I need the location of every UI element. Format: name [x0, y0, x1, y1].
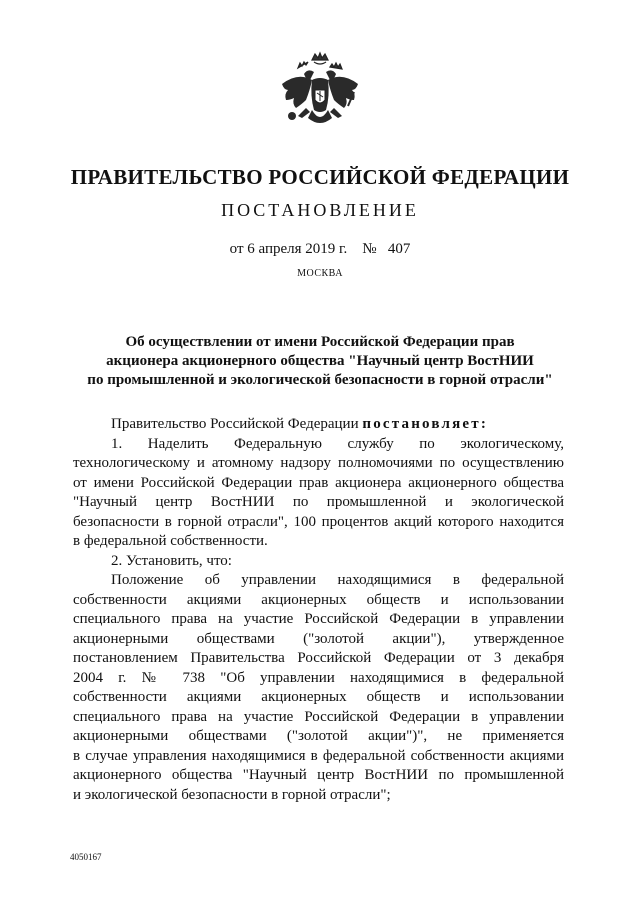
body-line: акционерными обществами ("золотой акции"), утвержденное: [73, 630, 564, 647]
intro-text: Правительство Российской Федерации: [111, 416, 359, 432]
body-line: 1. Наделить Федеральную службу по экологическому,: [111, 435, 564, 452]
body-line: 2. Установить, что:: [111, 552, 232, 569]
body-line: специального права на участие Российской Федерации в управлении: [73, 611, 564, 627]
body-line: Положение об управлении находящимися в федеральной: [111, 572, 564, 588]
document-number: 407: [387, 241, 411, 257]
document-heading: [60, 333, 580, 390]
coat-of-arms-emblem: [268, 50, 372, 146]
body-line: безопасности в горной отрасли", 100 процентов акций которого находится: [73, 513, 564, 530]
body-line: 2004 г. № 738 "Об управлении находящимися в федеральной: [73, 669, 564, 686]
body-line: собственности акциями акционерных обществ и использовании: [73, 689, 564, 705]
body-line: в случае управления находящимися в федеральной собственности акциями: [73, 747, 564, 764]
number-sign: №: [362, 241, 377, 257]
body-line: от имени Российской Федерации прав акционера акционерного общества: [73, 474, 564, 491]
body-line: акционерными обществами ("золотой акции")", не применяется: [73, 728, 564, 744]
heading-line: Об осуществлении от имени Российской Федерации прав: [125, 334, 515, 350]
heading-line: по промышленной и экологической безопасности в горной отрасли": [87, 372, 553, 388]
body-line: в федеральной собственности.: [73, 533, 268, 549]
body-line: собственности акциями акционерных обществ и использовании: [73, 591, 564, 608]
city-name: МОСКВА: [297, 268, 343, 279]
body-line: технологическому и атомному надзору полномочиями по осуществлению: [73, 455, 564, 471]
document-body: [73, 415, 564, 805]
body-line: акционерного общества "Научный центр ВостНИИ по промышленной: [73, 767, 564, 783]
body-line: и экологической безопасности в горной отрасли";: [73, 786, 391, 803]
body-line: специального права на участие Российской Федерации в управлении: [73, 708, 564, 725]
date-number-line: [0, 241, 640, 258]
body-line: "Научный центр ВостНИИ по промышленной и экологической: [73, 494, 564, 510]
intro-paragraph: [73, 415, 564, 435]
government-title: ПРАВИТЕЛЬСТВО РОССИЙСКОЙ ФЕДЕРАЦИИ: [70, 165, 570, 189]
footer-code: 4050167: [70, 852, 102, 862]
resolves-word: постановляет:: [362, 416, 489, 432]
document-type: ПОСТАНОВЛЕНИЕ: [221, 200, 419, 220]
heading-line: акционера акционерного общества "Научный центр ВостНИИ: [106, 353, 534, 369]
document-date: от 6 апреля 2019 г.: [229, 241, 348, 257]
body-line: постановлением Правительства Российской Федерации от 3 декабря: [73, 650, 564, 666]
